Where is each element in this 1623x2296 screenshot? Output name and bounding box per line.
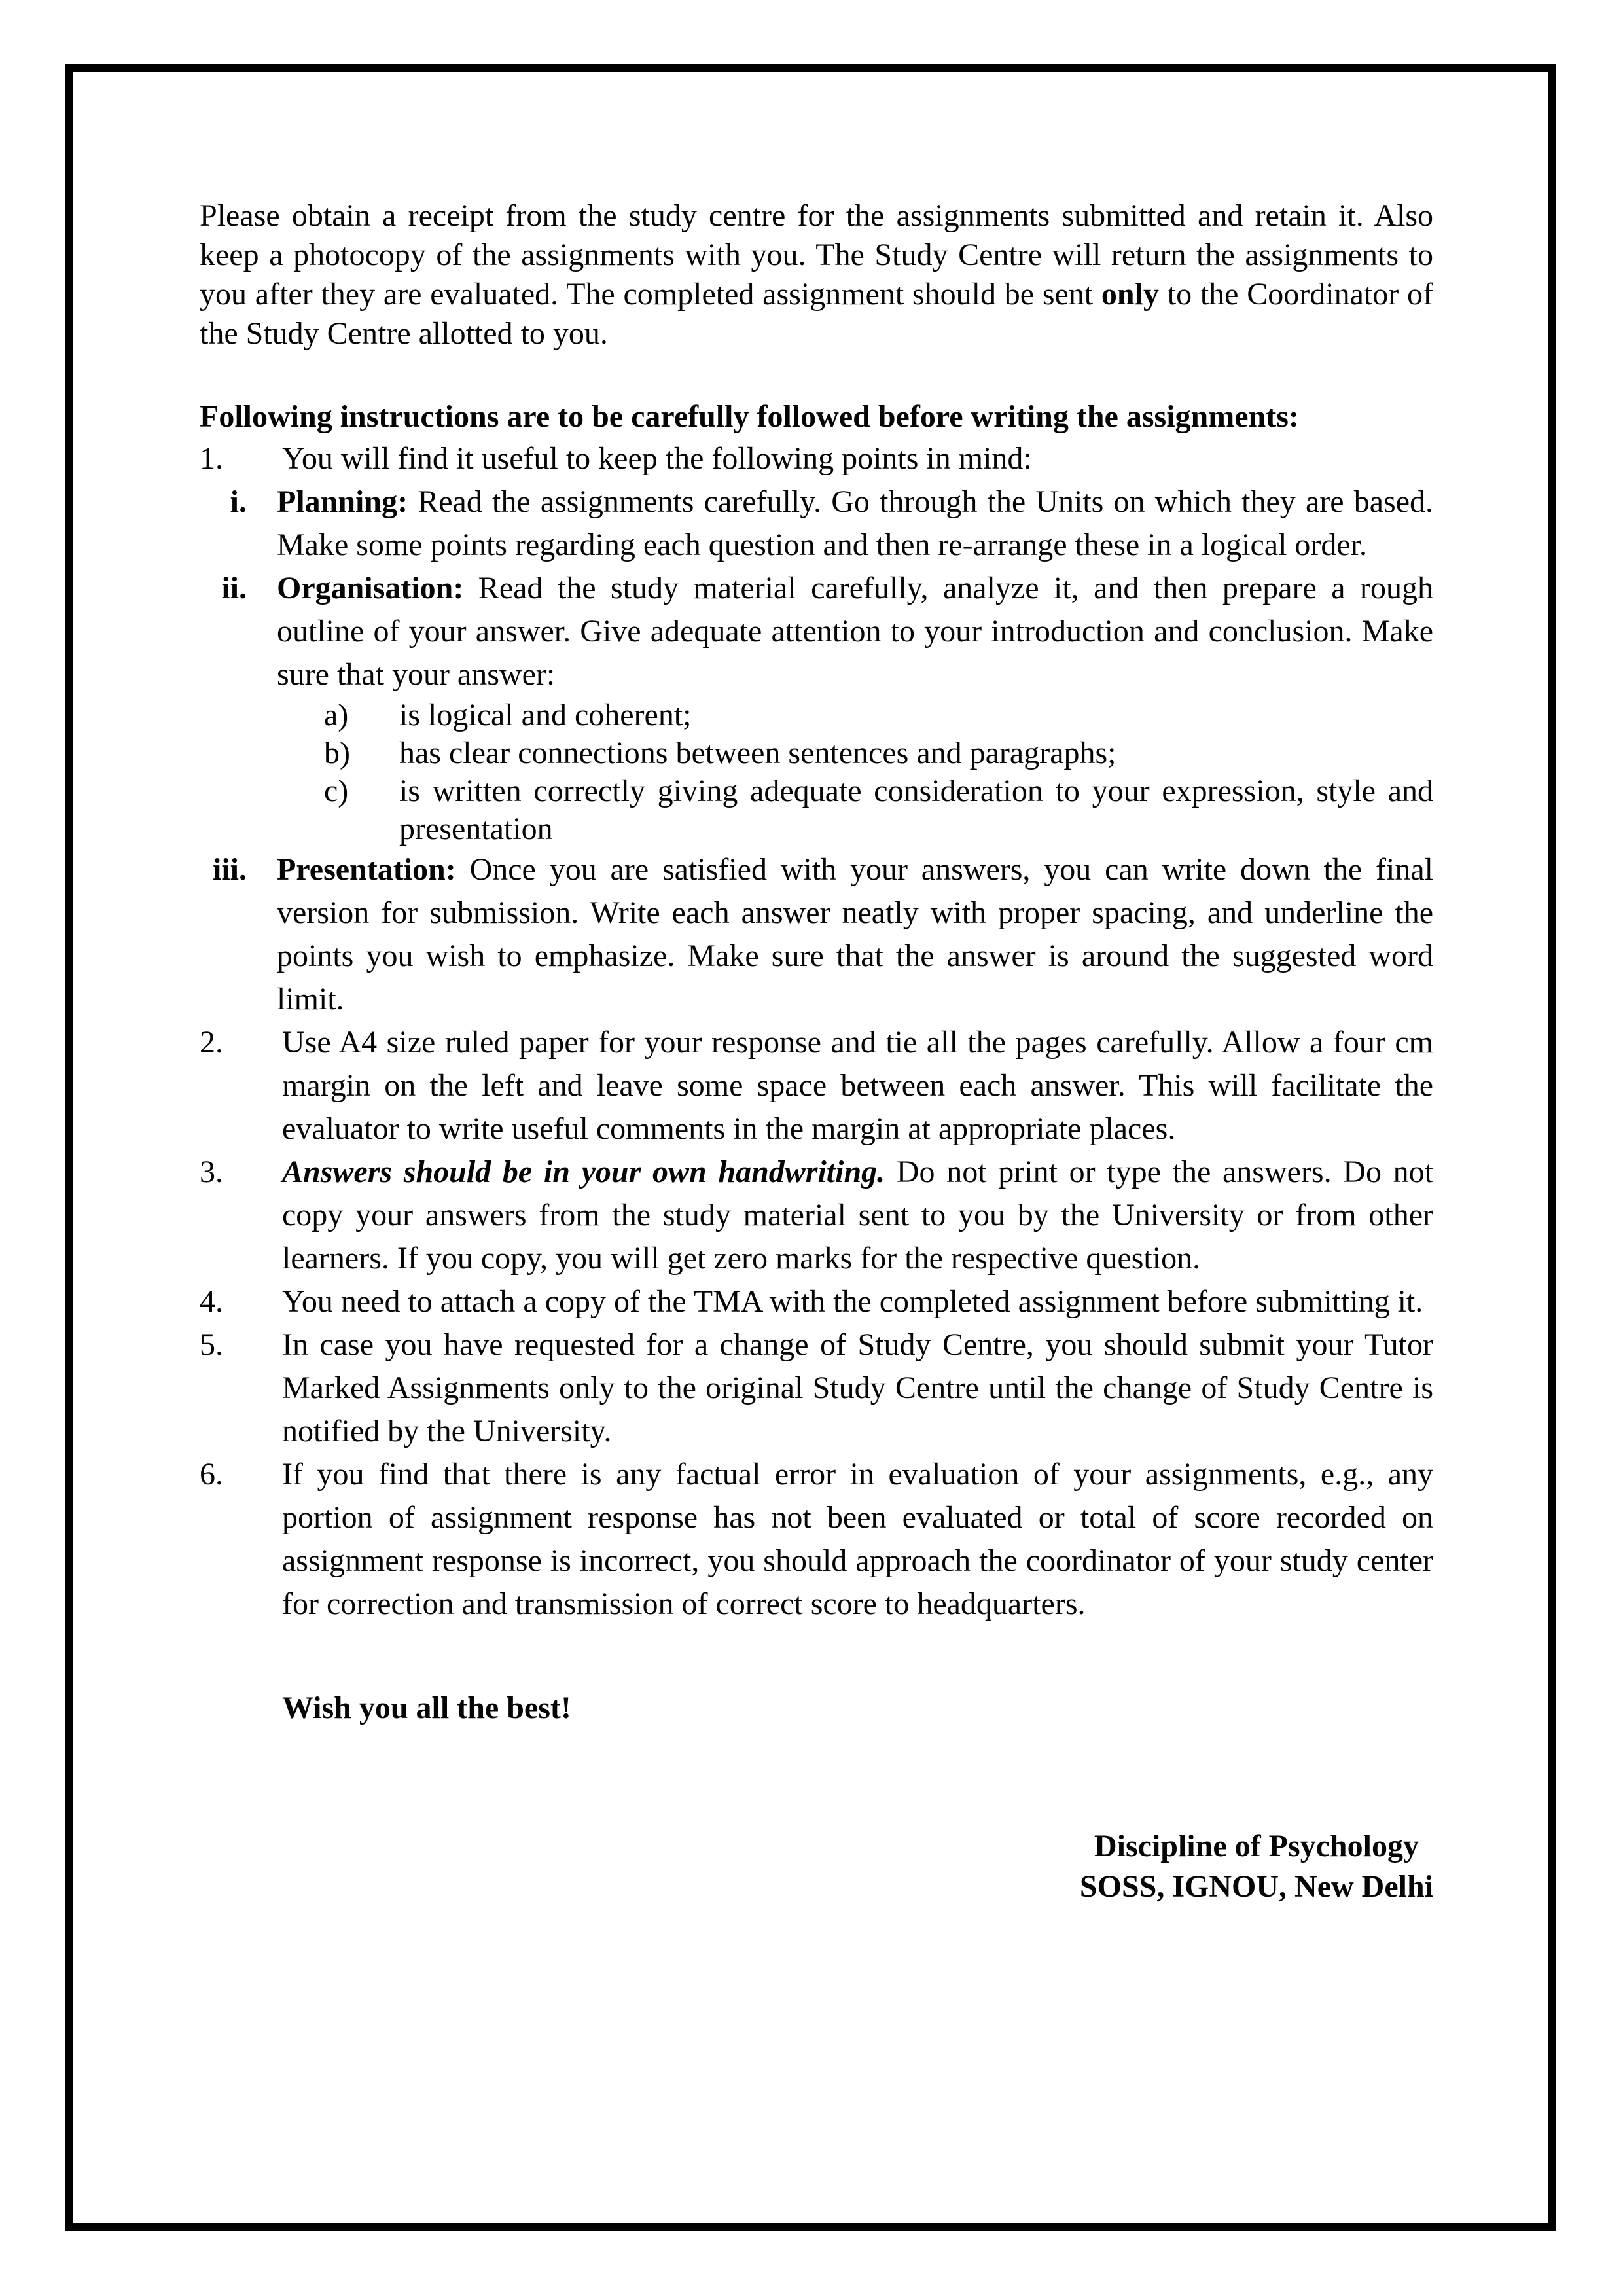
- signature-row: [200, 1826, 1433, 1907]
- list-item-6: [200, 1453, 1433, 1626]
- sub-item-iii: [200, 848, 1433, 1021]
- alpha-item-c: [324, 772, 1433, 848]
- list-item-1: [200, 437, 1433, 480]
- item-4-number: 4.: [200, 1284, 223, 1319]
- instructions-heading: Following instructions are to be carefully followed before writing the assignments:: [200, 399, 1299, 434]
- alpha-item-c-text: is written correctly giving adequate consideration to your expression, style and presentation: [399, 774, 1433, 846]
- item-6-number: 6.: [200, 1457, 223, 1492]
- list-item-2: [200, 1021, 1433, 1151]
- alpha-item-c-number: c): [324, 774, 349, 808]
- item-3-body: Do not print or type the answers. Do not copy your answers from the study material sent to you by the University or from other learners. If you copy, you will get zero marks for the respective question.: [282, 1155, 1433, 1276]
- item-1-text: You will find it useful to keep the following points in mind:: [282, 441, 1032, 476]
- sub-item-ii-body: Read the study material carefully, analyze it, and then prepare a rough outline of your answer. Give adequate attention to your introduction and conclusion. Make sure that your answer:: [277, 571, 1433, 692]
- item-2-number: 2.: [200, 1025, 223, 1060]
- sub-item-i-label: Planning:: [277, 484, 408, 519]
- alpha-item-a-number: a): [324, 698, 349, 732]
- list-item-3: [200, 1151, 1433, 1280]
- item-5-number: 5.: [200, 1327, 223, 1362]
- sub-item-ii-text: [277, 567, 1433, 696]
- intro-text-before: Please obtain a receipt from the study centre for the assignments submitted and retain it. Also keep a photocopy of the assignments with you. The Study Centre will return the assignments to you after they are evaluated. The completed assignment should be sent: [200, 198, 1433, 312]
- document-content: [200, 196, 1433, 1907]
- item-1-number: 1.: [200, 441, 223, 476]
- closing-message: Wish you all the best!: [282, 1691, 571, 1725]
- signature-block: [1080, 1826, 1433, 1907]
- list-item-5: [200, 1323, 1433, 1453]
- sub-item-ii-label: Organisation:: [277, 571, 464, 605]
- sub-item-i-number: i.: [230, 484, 247, 519]
- sub-item-iii-label: Presentation:: [277, 852, 456, 887]
- sub-item-ii: [200, 567, 1433, 696]
- item-6-text: If you find that there is any factual error in evaluation of your assignments, e.g., any portion of assignment response has not been evaluated or total of score recorded on assignment response is incorrect, you should approach the coordinator of your study center for correction and transmission of correct score to headquarters.: [282, 1457, 1433, 1621]
- intro-emphasis-only: only: [1101, 277, 1159, 312]
- alpha-item-b: [324, 734, 1433, 772]
- sub-item-iii-number: iii.: [212, 852, 247, 887]
- alpha-item-b-text: has clear connections between sentences and paragraphs;: [399, 736, 1116, 770]
- item-4-text: You need to attach a copy of the TMA with the completed assignment before submitting it.: [282, 1284, 1423, 1319]
- sub-item-i: [200, 480, 1433, 567]
- alpha-item-a: [324, 696, 1433, 734]
- signature-line-1: Discipline of Psychology: [1094, 1829, 1419, 1863]
- alpha-item-a-text: is logical and coherent;: [399, 698, 692, 732]
- intro-paragraph: [200, 196, 1433, 353]
- sub-item-i-body: Read the assignments carefully. Go through the Units on which they are based. Make some points regarding each question and then re-arrange these in a logical order.: [277, 484, 1433, 562]
- list-item-4: [200, 1280, 1433, 1323]
- sub-item-ii-number: ii.: [221, 571, 247, 605]
- sub-item-i-text: [277, 480, 1433, 567]
- item-3-lead: Answers should be in your own handwriting.: [282, 1155, 885, 1189]
- intro-text-after: to the Coordinator of the Study Centre allotted to you.: [200, 277, 1433, 351]
- alpha-item-b-number: b): [324, 736, 350, 770]
- signature-line-2: SOSS, IGNOU, New Delhi: [1079, 1869, 1433, 1904]
- item-5-text: In case you have requested for a change of Study Centre, you should submit your Tutor Marked Assignments only to the original Study Centre until the change of Study Centre is notified by the University.: [282, 1327, 1433, 1448]
- sub-item-iii-body: Once you are satisfied with your answers, you can write down the final version for submission. Write each answer neatly with proper spacing, and underline the points you wish to emphasize. Make sure that the answer is around the suggested word limit.: [277, 852, 1433, 1016]
- item-3-number: 3.: [200, 1155, 223, 1189]
- item-2-text: Use A4 size ruled paper for your response and tie all the pages carefully. Allow a four cm margin on the left and leave some space between each answer. This will facilitate the evaluator to write useful comments in the margin at appropriate places.: [282, 1025, 1433, 1146]
- sub-item-iii-text: [277, 848, 1433, 1021]
- item-3-text: [282, 1151, 1433, 1280]
